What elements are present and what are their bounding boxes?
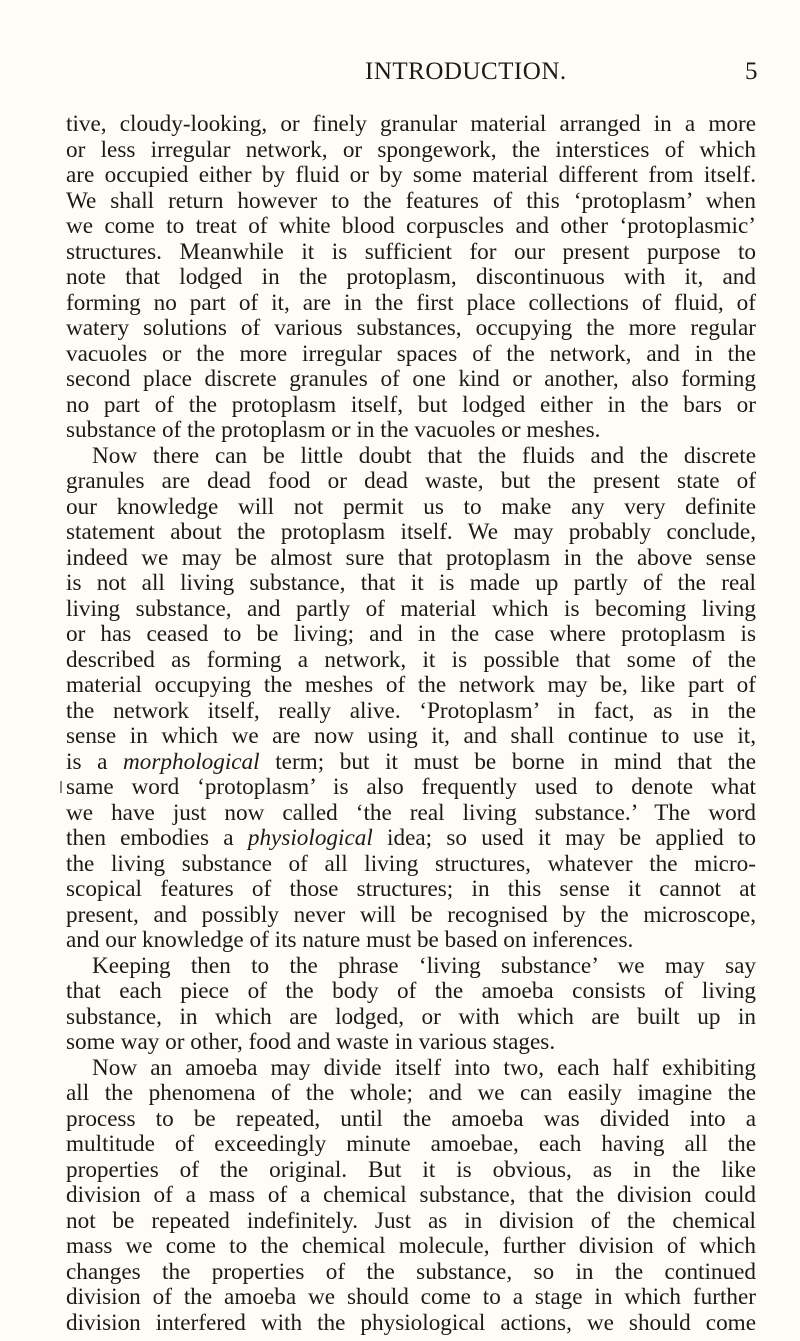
text-fragment: term; but it must be borne in mind that the (259, 748, 756, 775)
running-title: INTRODUCTION. (365, 58, 567, 85)
text-line: statement about the protoplasm itself. We may probably conclude, (66, 519, 756, 545)
text-line: sense in which we are now using it, and shall continue to use it, (66, 723, 756, 749)
text-line: vacuoles or the more irregular spaces of the network, and in the (66, 340, 756, 367)
text-line: or has ceased to be living; and in the case where protoplasm is (66, 621, 756, 647)
text-line: granules are dead food or dead waste, but the present state of (66, 468, 756, 494)
text-line: structures. Meanwhile it is sufficient for our present purpose to (66, 238, 756, 265)
text-line: are occupied either by fluid or by some material different from itself. (66, 162, 756, 188)
text-line: same word ‘protoplasm’ is also frequently used to denote what (66, 774, 756, 800)
text-fragment: idea; so used it may be applied to (372, 825, 756, 851)
text-line: living substance, and partly of material which is becoming living (66, 595, 756, 622)
paragraph-start-line: Keeping then to the phrase ‘living substance’ we may say (92, 952, 756, 979)
paragraph-start-line: Now an amoeba may divide itself into two, each half exhibiting (92, 1054, 756, 1081)
text-line: not be repeated indefinitely. Just as in division of the chemical (66, 1207, 756, 1234)
text-line: our knowledge will not permit us to make any very definite (66, 493, 756, 520)
page-number: 5 (745, 58, 758, 85)
text-line: division interfered with the physiological actions, we should come (66, 1309, 756, 1336)
text-line: no part of the protoplasm itself, but lodged either in the bars or (66, 391, 756, 418)
italic-term-morphological: morphological (123, 748, 260, 775)
text-line: all the phenomena of the whole; and we can easily imagine the (66, 1080, 756, 1106)
italic-term-physiological: physiological (247, 825, 373, 851)
text-line (66, 826, 756, 852)
text-line: watery solutions of various substances, occupying the more regular (66, 315, 756, 341)
text-line: We shall return however to the features of this ‘protoplasm’ when (66, 187, 756, 214)
text-line: we have just now called ‘the real living substance.’ The word (66, 799, 756, 826)
text-line: division of a mass of a chemical substance, that the division could (66, 1182, 756, 1208)
text-line: tive, cloudy-looking, or finely granular material arranged in a more (66, 111, 756, 137)
text-line: changes the properties of the substance, so in the continued (66, 1258, 756, 1285)
text-line: the network itself, really alive. ‘Protoplasm’ in fact, as in the (66, 697, 756, 724)
text-line: indeed we may be almost sure that protoplasm in the above sense (66, 544, 756, 571)
running-head (0, 58, 800, 90)
text-line: is not all living substance, that it is made up partly of the real (66, 570, 756, 596)
text-line: present, and possibly never will be recognised by the microscope, (66, 901, 756, 928)
text-line: the living substance of all living structures, whatever the micro- (66, 850, 756, 877)
text-line: or less irregular network, or spongework, the interstices of which (66, 136, 756, 163)
text-line: division of the amoeba we should come to a stage in which further (66, 1284, 756, 1310)
text-line: substance of the protoplasm or in the vacuoles or meshes. (66, 417, 601, 443)
text-fragment: then embodies a (66, 825, 248, 851)
text-line: mass we come to the chemical molecule, further division of which (66, 1233, 756, 1259)
text-line: second place discrete granules of one kind or another, also forming (66, 366, 756, 392)
paragraph-start-line: Now there can be little doubt that the fluids and the discrete (92, 442, 756, 469)
text-line: and our knowledge of its nature must be based on inferences. (66, 927, 634, 953)
text-line (66, 750, 756, 776)
text-line: some way or other, food and waste in various stages. (66, 1029, 556, 1055)
text-line: material occupying the meshes of the network may be, like part of (66, 672, 756, 698)
text-fragment: is a (66, 748, 124, 775)
text-line: note that lodged in the protoplasm, discontinuous with it, and (66, 264, 756, 290)
body-text (66, 112, 756, 1336)
text-line: described as forming a network, it is possible that some of the (66, 646, 756, 673)
text-line: we come to treat of white blood corpuscles and other ‘protoplasmic’ (66, 213, 756, 239)
text-line: scopical features of those structures; in this sense it cannot at (66, 876, 756, 902)
text-line: multitude of exceedingly minute amoebae, each having all the (66, 1131, 756, 1157)
margin-mark (60, 781, 62, 793)
text-line: forming no part of it, are in the first place collections of fluid, of (66, 289, 756, 316)
text-line: that each piece of the body of the amoeba consists of living (66, 978, 756, 1004)
text-line: properties of the original. But it is obvious, as in the like (66, 1156, 756, 1183)
text-line: process to be repeated, until the amoeba was divided into a (66, 1105, 756, 1132)
text-line: substance, in which are lodged, or with which are built up in (66, 1003, 756, 1030)
